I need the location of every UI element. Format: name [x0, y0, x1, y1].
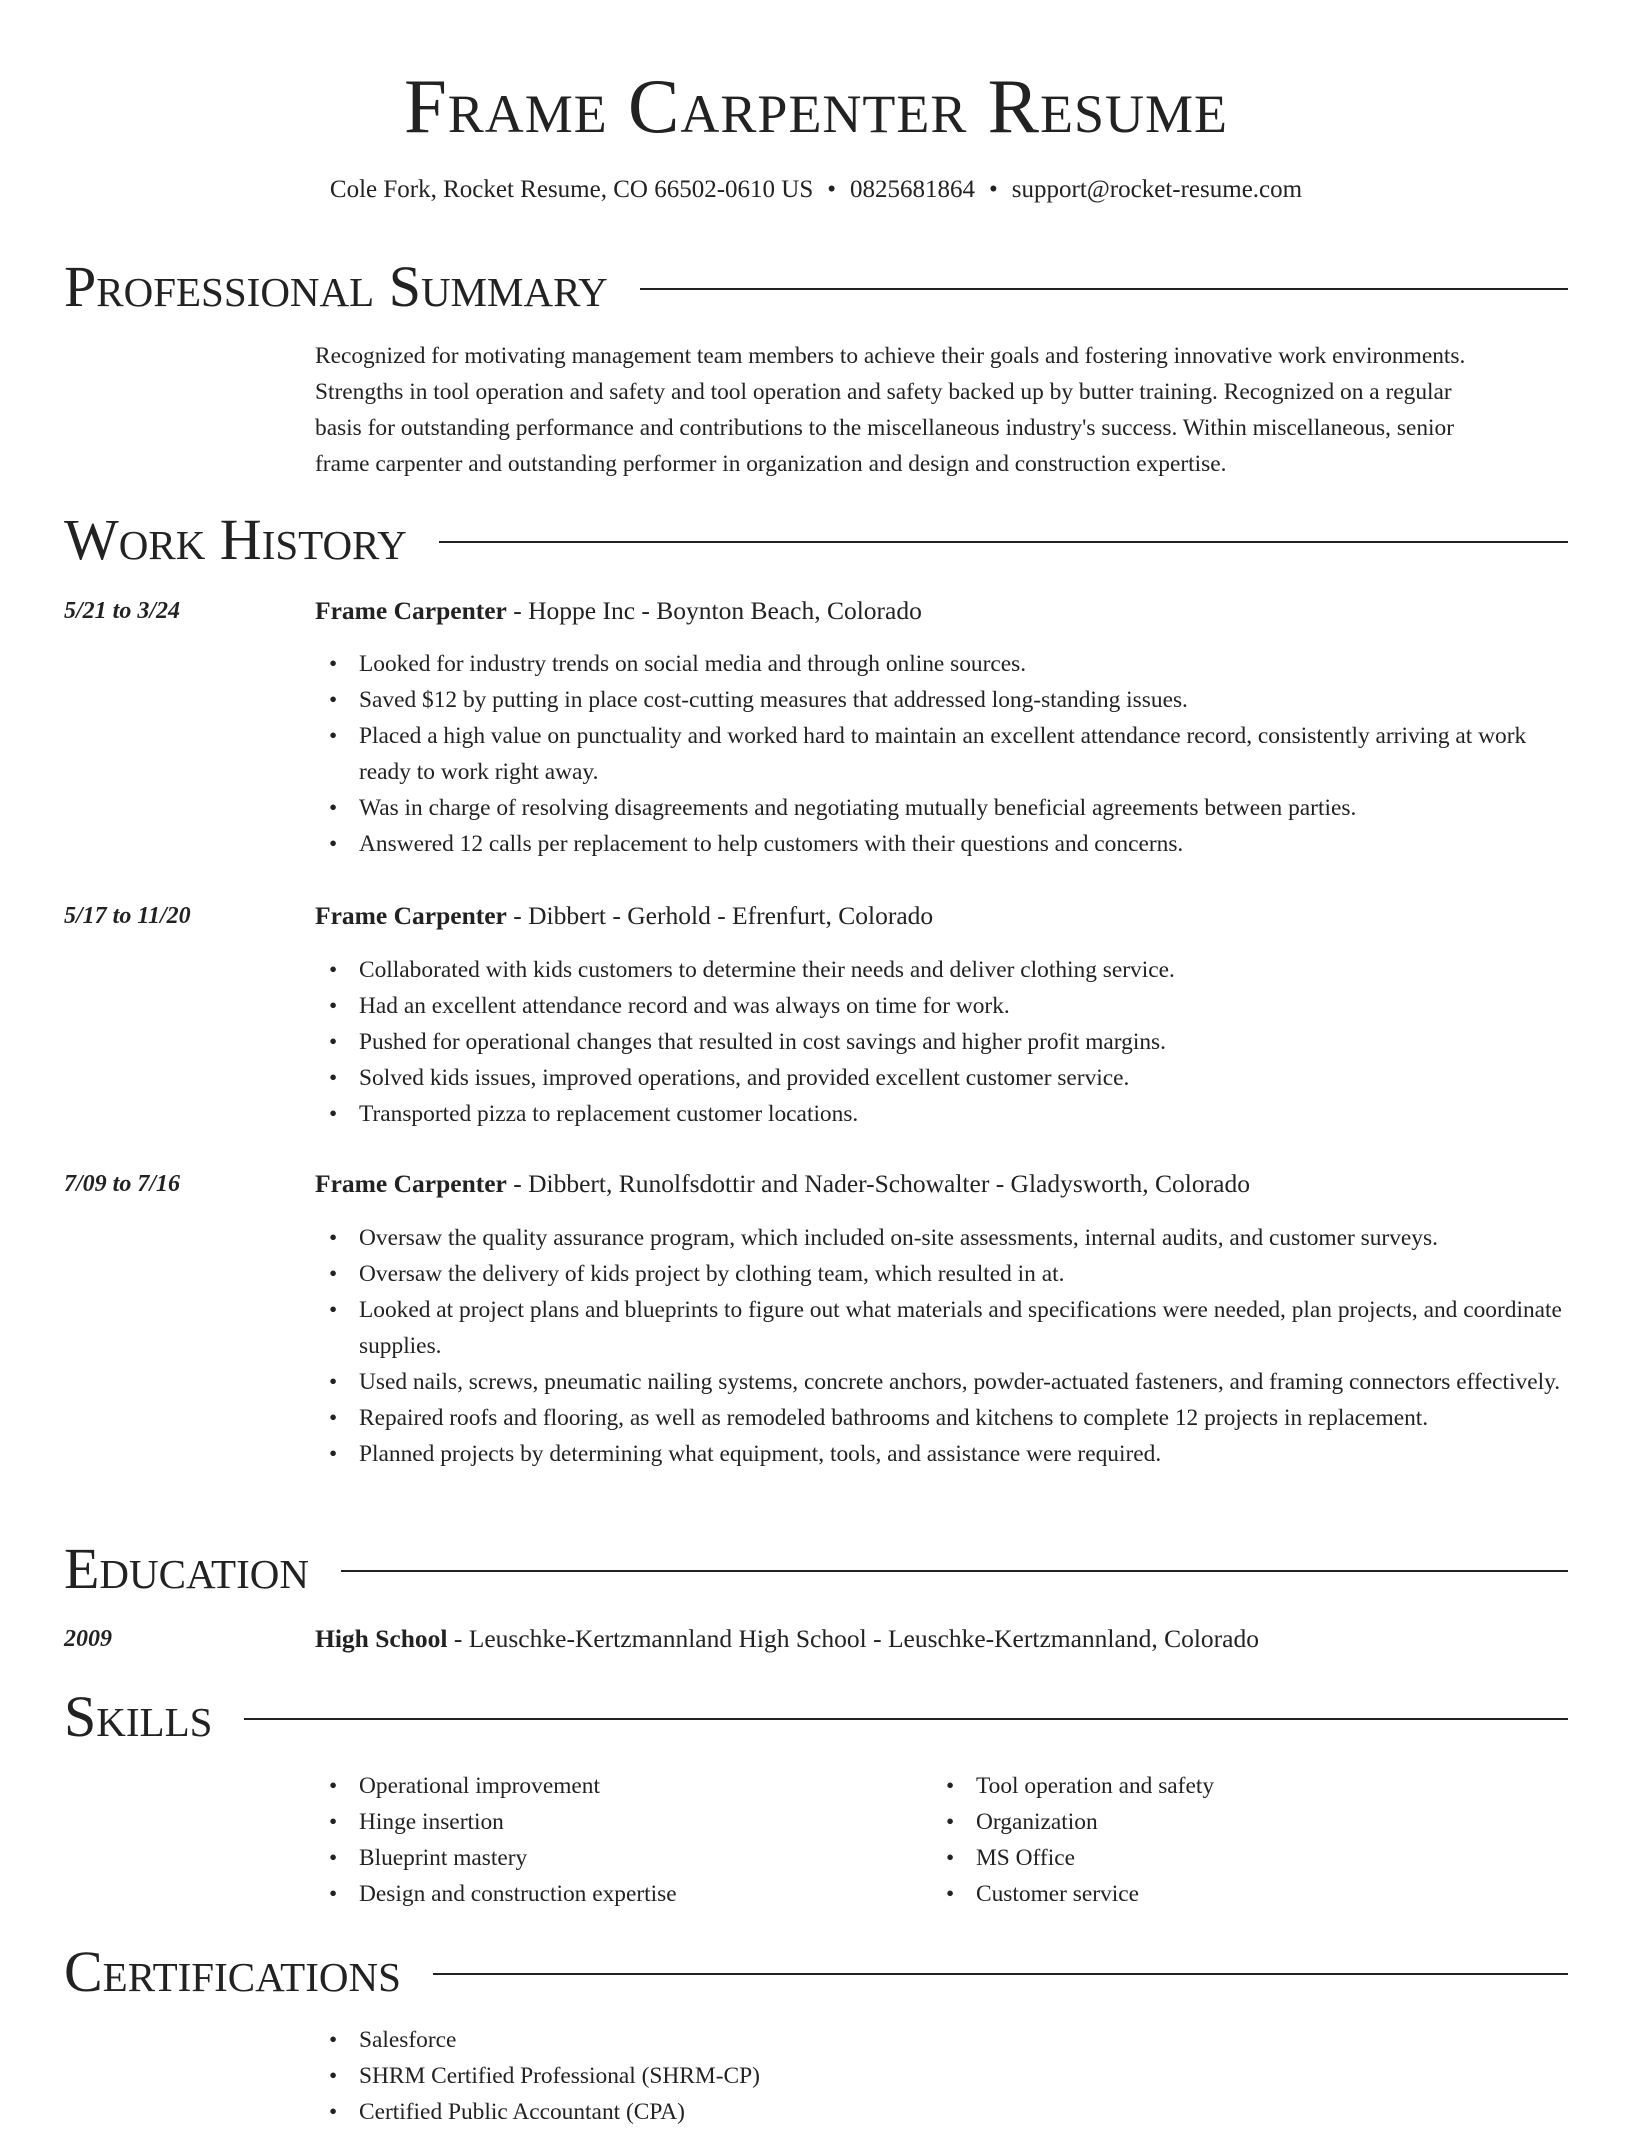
section-title: Professional Summary	[64, 254, 608, 319]
list-item: • Repaired roofs and flooring, as well as remodeled bathrooms and kitchens to complete 12 projects in replacement.	[359, 1400, 1565, 1436]
summary-line: frame carpenter and outstanding performer in organization and design and construction expertise.	[315, 451, 1227, 477]
job-dates: 7/09 to 7/16	[64, 1171, 181, 1197]
skills-list-right	[932, 1768, 1532, 1912]
list-item: • Had an excellent attendance record and was always on time for work.	[359, 988, 1565, 1024]
contact-separator: •	[989, 176, 998, 203]
education-year: 2009	[64, 1626, 112, 1652]
list-item: • Design and construction expertise	[359, 1876, 915, 1912]
job-bullets	[315, 646, 1565, 862]
list-item: • Operational improvement	[359, 1768, 915, 1804]
list-item: • Placed a high value on punctuality and worked hard to maintain an excellent attendance record, consistently arriving at work ready to work right away.	[359, 718, 1565, 790]
list-item: • Pushed for operational changes that resulted in cost savings and higher profit margins.	[359, 1024, 1565, 1060]
list-item: • MS Office	[976, 1840, 1532, 1876]
contact-phone: 0825681864	[850, 176, 976, 203]
list-item: • Blueprint mastery	[359, 1840, 915, 1876]
section-summary-heading	[64, 255, 1568, 319]
contact-separator: •	[827, 176, 837, 203]
section-title: Work History	[64, 507, 407, 572]
list-item: • Salesforce	[359, 2022, 1565, 2058]
education-heading	[315, 1621, 1565, 1657]
summary-line: basis for outstanding performance and contributions to the miscellaneous industry's success. Within miscellaneous, senior	[315, 415, 1455, 441]
job-title: Frame Carpenter	[315, 1169, 507, 1198]
list-item: • Looked at project plans and blueprints to figure out what materials and specifications were needed, plan projects, and coordinate supplies.	[359, 1292, 1565, 1364]
list-item: • Used nails, screws, pneumatic nailing systems, concrete anchors, powder-actuated fasteners, and framing connectors effectively.	[359, 1364, 1565, 1400]
section-education-heading	[64, 1537, 1568, 1601]
section-rule	[244, 1718, 1568, 1720]
job-title: Frame Carpenter	[315, 901, 507, 930]
list-item: • Solved kids issues, improved operations, and provided excellent customer service.	[359, 1060, 1565, 1096]
summary-text	[315, 338, 1565, 482]
job-bullets	[315, 1220, 1565, 1472]
section-rule	[439, 541, 1568, 543]
job-details: - Hoppe Inc - Boynton Beach, Colorado	[506, 596, 922, 625]
contact-email: support@rocket-resume.com	[1011, 176, 1303, 203]
resume-title: Frame Carpenter Resume	[403, 63, 1229, 149]
contact-line	[64, 174, 1568, 206]
summary-line: Strengths in tool operation and safety and tool operation and safety backed up by butter training. Recognized on a regular	[315, 379, 1452, 405]
section-skills-heading	[64, 1685, 1568, 1749]
section-certifications-heading	[64, 1940, 1568, 2004]
list-item: • SHRM Certified Professional (SHRM-CP)	[359, 2058, 1565, 2094]
job-details: - Dibbert - Gerhold - Efrenfurt, Colorado	[506, 901, 934, 930]
list-item: • Oversaw the quality assurance program, which included on-site assessments, internal audits, and customer surveys.	[359, 1220, 1565, 1256]
summary-line: Recognized for motivating management team members to achieve their goals and fostering innovative work environments.	[315, 343, 1466, 369]
section-rule	[341, 1570, 1568, 1572]
section-title: Certifications	[64, 1939, 401, 2004]
section-title: Skills	[64, 1684, 213, 1749]
list-item: • Certified Public Accountant (CPA)	[359, 2094, 1565, 2130]
job-title: Frame Carpenter	[315, 596, 507, 625]
list-item: • Oversaw the delivery of kids project by clothing team, which resulted in at.	[359, 1256, 1565, 1292]
resume-page	[64, 0, 1568, 2125]
job-dates: 5/17 to 11/20	[64, 903, 191, 929]
job-dates: 5/21 to 3/24	[64, 598, 181, 624]
list-item: • Tool operation and safety	[976, 1768, 1532, 1804]
list-item: • Organization	[976, 1804, 1532, 1840]
section-rule	[640, 288, 1568, 290]
list-item: • Saved $12 by putting in place cost-cutting measures that addressed long-standing issues.	[359, 682, 1565, 718]
skills-list-left	[315, 1768, 915, 1912]
list-item: • Hinge insertion	[359, 1804, 915, 1840]
contact-address: Cole Fork, Rocket Resume, CO 66502-0610 US	[329, 176, 814, 203]
list-item: • Planned projects by determining what equipment, tools, and assistance were required.	[359, 1436, 1565, 1472]
job-details: - Dibbert, Runolfsdottir and Nader-Schowalter - Gladysworth, Colorado	[506, 1169, 1250, 1198]
job-heading	[315, 1166, 1565, 1202]
list-item: • Customer service	[976, 1876, 1532, 1912]
job-bullets	[315, 952, 1565, 1132]
section-title: Education	[64, 1536, 309, 1601]
list-item: • Was in charge of resolving disagreements and negotiating mutually beneficial agreements between parties.	[359, 790, 1565, 826]
education-details: - Leuschke-Kertzmannland High School - Leuschke-Kertzmannland, Colorado	[447, 1624, 1259, 1653]
list-item: • Looked for industry trends on social media and through online sources.	[359, 646, 1565, 682]
certifications-list	[315, 2022, 1565, 2130]
list-item: • Answered 12 calls per replacement to help customers with their questions and concerns.	[359, 826, 1565, 862]
section-work-heading	[64, 508, 1568, 572]
section-rule	[433, 1973, 1568, 1975]
job-heading	[315, 593, 1565, 629]
job-heading	[315, 898, 1565, 934]
list-item: • Collaborated with kids customers to determine their needs and deliver clothing service.	[359, 952, 1565, 988]
education-degree: High School	[315, 1624, 448, 1653]
list-item: • Transported pizza to replacement customer locations.	[359, 1096, 1565, 1132]
